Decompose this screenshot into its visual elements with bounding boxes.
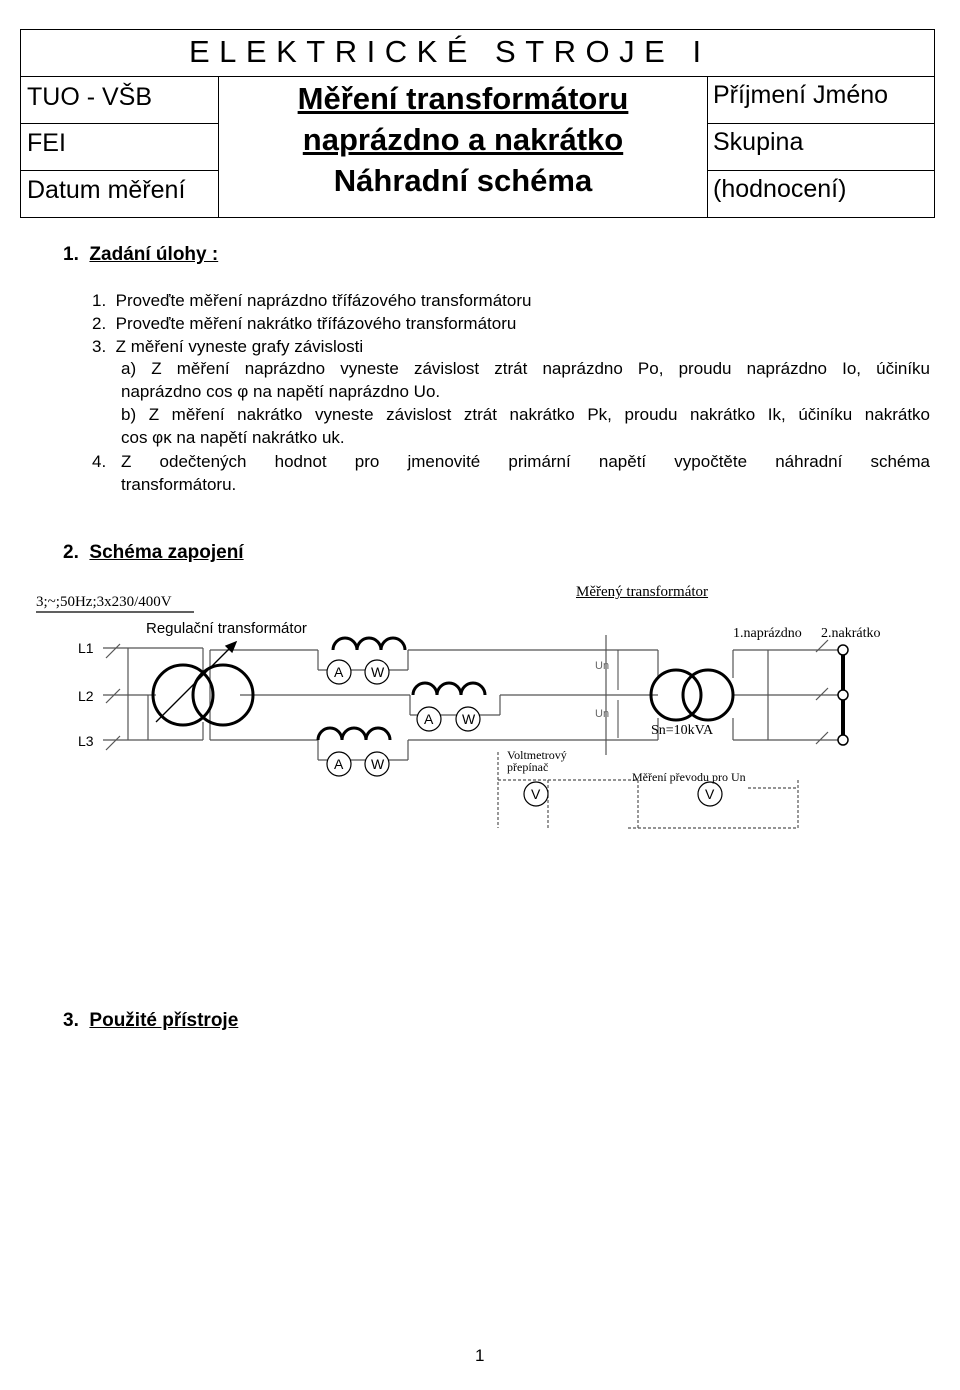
page-title: ELEKTRICKÉ STROJE I [189,34,711,69]
section-number: 2. [63,542,79,563]
item-text: Proveďte měření nakrátko třífázového transformátoru [115,314,517,333]
switch-label-2: přepínač [507,760,549,774]
task-4-line-1: Z odečtených hodnot pro jmenovité primární napětí vypočtěte náhradní schéma [121,452,930,471]
ammeter-symbol: A [334,756,344,772]
section-title: Zadání úlohy : [89,244,219,265]
wattmeter-symbol: W [462,711,476,727]
task-item-2 [92,312,516,335]
ratio-measure-label: Měření převodu pro Un [632,770,746,784]
task-3b-line-2: cos φκ na napětí nakrátko uk. [121,428,345,447]
page-number: 1 [475,1346,485,1365]
header-grade-label: (hodnocení) [713,175,847,203]
header-topic-2: naprázdno a nakrátko [302,122,624,157]
item-text: Z měření vyneste grafy závislosti [115,337,364,356]
task-3a-line-2: naprázdno cos φ na napětí naprázdno Uo. [121,382,441,401]
wattmeter-symbol: W [371,756,385,772]
phase-label-l1: L1 [78,640,94,656]
header-divider [707,123,934,124]
header-divider [21,170,218,171]
header-name-label: Příjmení Jméno [713,81,889,109]
un-label: Un [595,660,610,672]
header-faculty: FEI [27,129,66,157]
header-topic-3: Náhradní schéma [333,163,593,198]
phase-label-l2: L2 [78,688,94,704]
task-3b-line-1: b) Z měření nakrátko vyneste závislost ztrát nakrátko Pk, proudu nakrátko Ik, účiníku nakrátko [121,405,930,424]
section-title: Použité přístroje [89,1010,239,1031]
section-title: Schéma zapojení [89,542,244,563]
voltmeter-symbol: V [531,786,541,802]
circuit-diagram [28,580,908,845]
switch-label-1: Voltmetrový [507,748,567,762]
item-number: 3. [92,337,107,356]
section-2-heading [63,542,244,564]
measured-transformer-label: Měřený transformátor [576,584,709,600]
header-divider [707,170,934,171]
section-1-heading [63,244,218,266]
regulator-label: Regulační transformátor [146,620,307,637]
item-number: 2. [92,314,107,333]
header-divider [21,76,934,77]
header-group-label: Skupina [713,128,804,156]
header-topic-1: Měření transformátoru [297,81,629,116]
item-number: 1. [92,291,107,310]
un-label: Un [595,708,610,720]
task-item-1 [92,289,531,312]
task-4-line-2: transformátoru. [121,475,237,494]
item-text: Proveďte měření naprázdno třífázového transformátoru [115,291,532,310]
voltmeter-symbol: V [705,786,715,802]
ammeter-symbol: A [424,711,434,727]
section-number: 3. [63,1010,79,1031]
section-number: 1. [63,244,79,265]
header-divider [707,76,708,218]
header-divider [21,123,218,124]
task-item-3 [92,335,363,358]
task-3a-line-1: a) Z měření naprázdno vyneste závislost ztrát naprázdno Po, proudu naprázdno Io, účiníku [121,359,930,378]
task-item-4-number: 4. [92,452,107,471]
ammeter-symbol: A [334,664,344,680]
phase-label-l3: L3 [78,733,94,749]
header-table [20,29,935,218]
mode-no-load-label: 1.naprázdno [733,626,802,641]
supply-label: 3;~;50Hz;3x230/400V [36,594,172,610]
header-date-label: Datum měření [27,176,186,204]
mode-short-circuit-label: 2.nakrátko [821,626,881,641]
header-school: TUO - VŠB [27,83,153,111]
wattmeter-symbol: W [371,664,385,680]
section-3-heading [63,1010,238,1032]
rating-label: Sn=10kVA [651,723,714,738]
